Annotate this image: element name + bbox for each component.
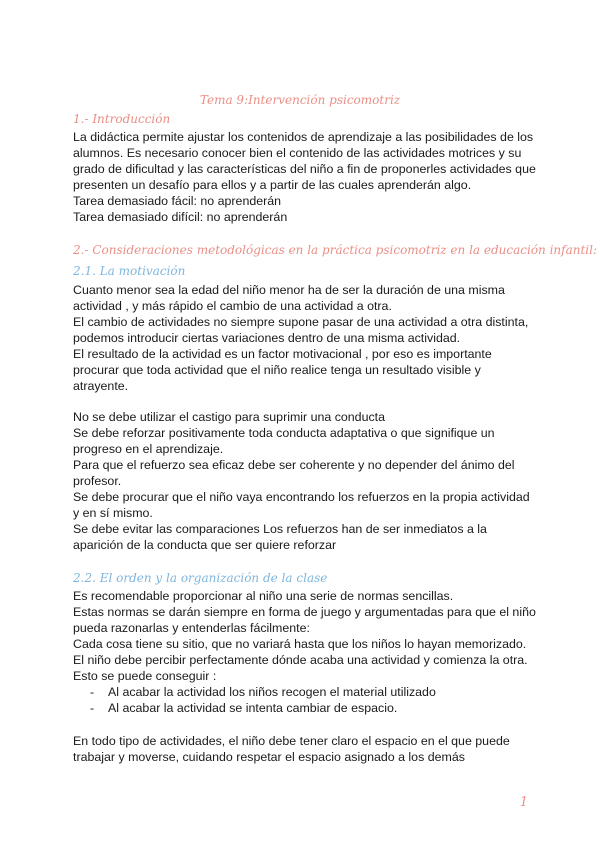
text-line: grado de dificultad y las características del niño a fin de proponerles actividades que xyxy=(73,162,536,176)
text-line: Se debe evitar las comparaciones Los refuerzos han de ser inmediatos a la xyxy=(73,522,487,536)
text-line: Cuanto menor sea la edad del niño menor ha de ser la duración de una misma xyxy=(73,283,505,297)
text-line: Tarea demasiado fácil: no aprenderán xyxy=(73,194,282,208)
text-line: progreso en el aprendizaje. xyxy=(73,442,224,456)
section-2-2-body xyxy=(73,588,536,684)
dash-bullet-icon: - xyxy=(90,701,95,715)
text-line: Estas normas se darán siempre en forma de juego y argumentadas para que el niño xyxy=(73,605,536,619)
text-line: presenten un desafío para ellos y a partir de las cuales aprenderán algo. xyxy=(73,178,472,192)
section-2-1-heading: 2.1. La motivación xyxy=(73,264,186,278)
text-line: procurar que toda actividad que el niño realice tenga un resultado visible y xyxy=(73,363,481,377)
section-1-body xyxy=(73,129,536,225)
bullet-text: Al acabar la actividad se intenta cambiar de espacio. xyxy=(108,701,398,715)
text-line: trabajar y moverse, cuidando respetar el espacio asignado a los demás xyxy=(73,750,465,764)
text-line: alumnos. Es necesario conocer bien el contenido de las actividades motrices y su xyxy=(73,146,522,160)
section-2-2-heading: 2.2. El orden y la organización de la clase xyxy=(73,571,328,585)
text-line: Se debe procurar que el niño vaya encontrando los refuerzos en la propia actividad xyxy=(73,490,530,504)
dash-bullet-icon: - xyxy=(90,685,95,699)
text-line: La didáctica permite ajustar los contenidos de aprendizaje a las posibilidades de los xyxy=(73,130,534,144)
section-1-heading: 1.- Introducción xyxy=(73,112,171,126)
bullet-item xyxy=(90,684,436,700)
text-line: atrayente. xyxy=(73,379,129,393)
text-line: Tarea demasiado difícil: no aprenderán xyxy=(73,210,288,224)
text-line: Es recomendable proporcionar al niño una serie de normas sencillas. xyxy=(73,589,454,603)
text-line: No se debe utilizar el castigo para suprimir una conducta xyxy=(73,410,385,424)
bullet-item xyxy=(90,700,397,716)
page-number: 1 xyxy=(519,795,528,810)
text-line: podemos introducir ciertas variaciones dentro de una misma actividad. xyxy=(73,331,461,345)
text-line: Para que el refuerzo sea eficaz debe ser coherente y no depender del ánimo del xyxy=(73,458,515,472)
bullet-text: Al acabar la actividad los niños recogen el material utilizado xyxy=(108,685,436,699)
text-line: Se debe reforzar positivamente toda conducta adaptativa o que signifique un xyxy=(73,426,495,440)
section-2-1-body-b xyxy=(73,409,533,553)
section-2-2-closing xyxy=(73,733,533,765)
text-line: aparición de la conducta que ser quiere reforzar xyxy=(73,538,337,552)
section-2-1-body-a xyxy=(73,282,533,394)
text-line: El niño debe percibir perfectamente dónde acaba una actividad y comienza la otra. xyxy=(73,653,528,667)
text-line: pueda razonarlas y entenderlas fácilmente: xyxy=(73,621,310,635)
text-line: Cada cosa tiene su sitio, que no variará hasta que los niños lo hayan memorizado. xyxy=(73,637,527,651)
text-line: El resultado de la actividad es un factor motivacional , por eso es importante xyxy=(73,347,492,361)
text-line: En todo tipo de actividades, el niño debe tener claro el espacio en el que puede xyxy=(73,734,510,748)
text-line: Esto se puede conseguir : xyxy=(73,669,217,683)
section-2-heading: 2.- Consideraciones metodológicas en la práctica psicomotriz en la educación infantil: xyxy=(73,243,598,257)
text-line: profesor. xyxy=(73,474,122,488)
document-title: Tema 9:Intervención psicomotriz xyxy=(199,93,401,107)
text-line: actividad , y más rápido el cambio de una actividad a otra. xyxy=(73,299,392,313)
text-line: El cambio de actividades no siempre supone pasar de una actividad a otra distinta, xyxy=(73,315,529,329)
text-line: y en sí mismo. xyxy=(73,506,153,520)
